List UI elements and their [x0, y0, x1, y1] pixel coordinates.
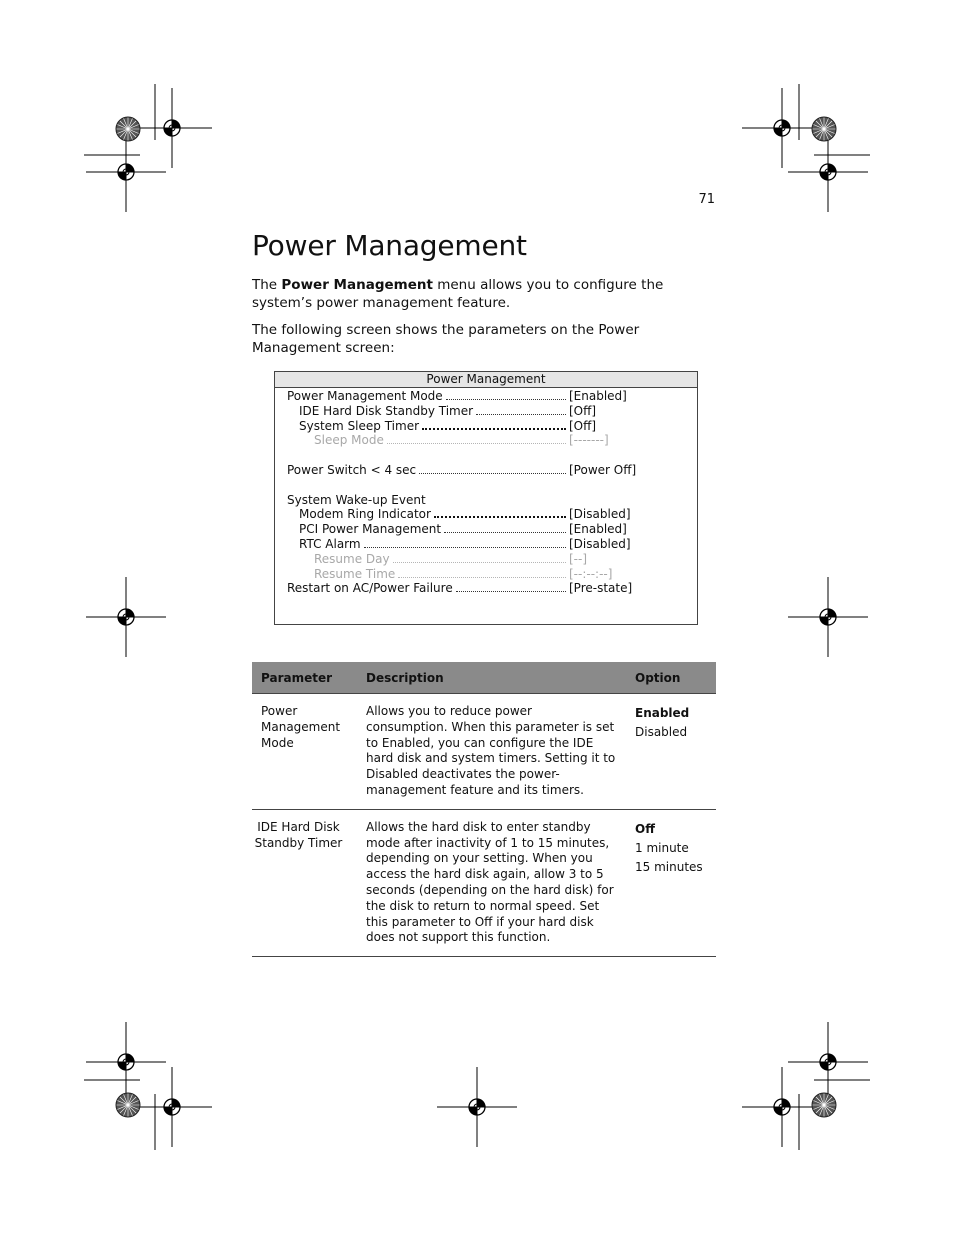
description-cell: Allows you to reduce power consumption. When this parameter is set to Enabled, you can configure the IDE hard disk and system timers. Setting it to Disabled deactivates the power-management feature and its timers. [357, 694, 626, 810]
intro-paragraph [252, 276, 722, 312]
default-option: Off [635, 821, 655, 836]
setting-value: [Enabled] [569, 389, 627, 403]
bios-setting-power-switch [275, 463, 697, 478]
bios-screen-title: Power Management [275, 372, 697, 388]
table-row [252, 809, 716, 956]
leader-dots [393, 562, 566, 563]
setting-label: Modem Ring Indicator [299, 507, 431, 522]
bios-setting-restart-on-ac [275, 581, 697, 596]
setting-label: Resume Day [314, 551, 390, 566]
setting-label: System Sleep Timer [299, 418, 420, 433]
setting-label: RTC Alarm [299, 536, 361, 551]
bios-setting-resume-time [275, 567, 697, 582]
page-title: Power Management [252, 229, 527, 262]
setting-label: Sleep Mode [314, 433, 384, 448]
setting-value: [--:--:--] [569, 566, 613, 581]
setting-value: [Off] [569, 403, 597, 418]
leader-dots [364, 547, 566, 548]
leader-dots [398, 577, 566, 578]
bios-section-wake-up-event [275, 493, 697, 508]
leader-dots [422, 428, 566, 430]
leader-dots [434, 516, 566, 518]
setting-value: [-------] [569, 433, 609, 448]
column-header-parameter: Parameter [252, 662, 357, 694]
setting-label: Resume Time [314, 566, 396, 581]
bios-setting-rtc-alarm [275, 537, 697, 552]
intro-menu-name: Power Management [281, 277, 433, 293]
bios-settings-list [275, 388, 697, 596]
column-header-option: Option [626, 662, 716, 694]
section-label: System Wake-up Event [287, 492, 426, 507]
setting-label: IDE Hard Disk Standby Timer [299, 403, 474, 418]
setting-label: Restart on AC/Power Failure [287, 581, 453, 596]
bios-setting-resume-day [275, 552, 697, 567]
leader-dots [476, 414, 566, 415]
bios-setting-pci-power-management [275, 522, 697, 537]
leader-dots [444, 532, 566, 533]
setting-label: PCI Power Management [299, 522, 442, 537]
setting-label: Power Switch < 4 sec [287, 462, 417, 477]
leader-dots [446, 399, 566, 400]
description-cell: Allows the hard disk to enter standby mode after inactivity of 1 to 15 minutes, depending on your setting. When you access the hard disk again, allow 3 to 5 seconds (depending on the hard disk) for the disk to return to normal speed. Set this parameter to Off if your hard disk does not support this function. [357, 809, 626, 956]
option: 1 minute [635, 840, 689, 855]
bios-spacer [275, 478, 697, 493]
parameter-cell: IDE Hard Disk Standby Timer [252, 809, 357, 956]
setting-value: [--] [569, 551, 588, 566]
setting-value: [Disabled] [569, 507, 631, 522]
option-cell [626, 809, 716, 956]
column-header-description: Description [357, 662, 626, 694]
bios-spacer [275, 448, 697, 463]
bios-setting-sleep-mode [275, 433, 697, 448]
setting-label: Power Management Mode [287, 389, 443, 403]
setting-value: [Off] [569, 418, 597, 433]
page-number: 71 [698, 192, 715, 207]
default-option: Enabled [635, 706, 690, 720]
lead-paragraph: The following screen shows the parameters on the Power Management screen: [252, 322, 640, 356]
bios-setting-ide-standby-timer [275, 404, 697, 419]
bios-setting-system-sleep-timer [275, 419, 697, 434]
setting-value: [Pre-state] [569, 581, 633, 596]
leader-dots [456, 591, 566, 592]
table-header-row [252, 662, 716, 694]
leader-dots [387, 443, 566, 444]
table-row [252, 694, 716, 810]
intro-text-before: The [252, 277, 282, 293]
option: 15 minutes [635, 859, 703, 874]
parameter-table [252, 662, 716, 957]
intro-text-after: menu allows you to configure the system’s power management feature. [252, 277, 664, 311]
setting-value: [Disabled] [569, 536, 631, 551]
parameter-cell: Power Management Mode [252, 694, 357, 810]
setting-value: [Power Off] [569, 462, 637, 477]
leader-dots [419, 473, 566, 474]
setting-value: [Enabled] [569, 522, 627, 537]
option-cell [626, 694, 716, 810]
bios-setting-modem-ring [275, 507, 697, 522]
bios-setting-power-management-mode [275, 389, 697, 404]
bios-screen [274, 371, 698, 625]
option: Disabled [635, 725, 688, 739]
